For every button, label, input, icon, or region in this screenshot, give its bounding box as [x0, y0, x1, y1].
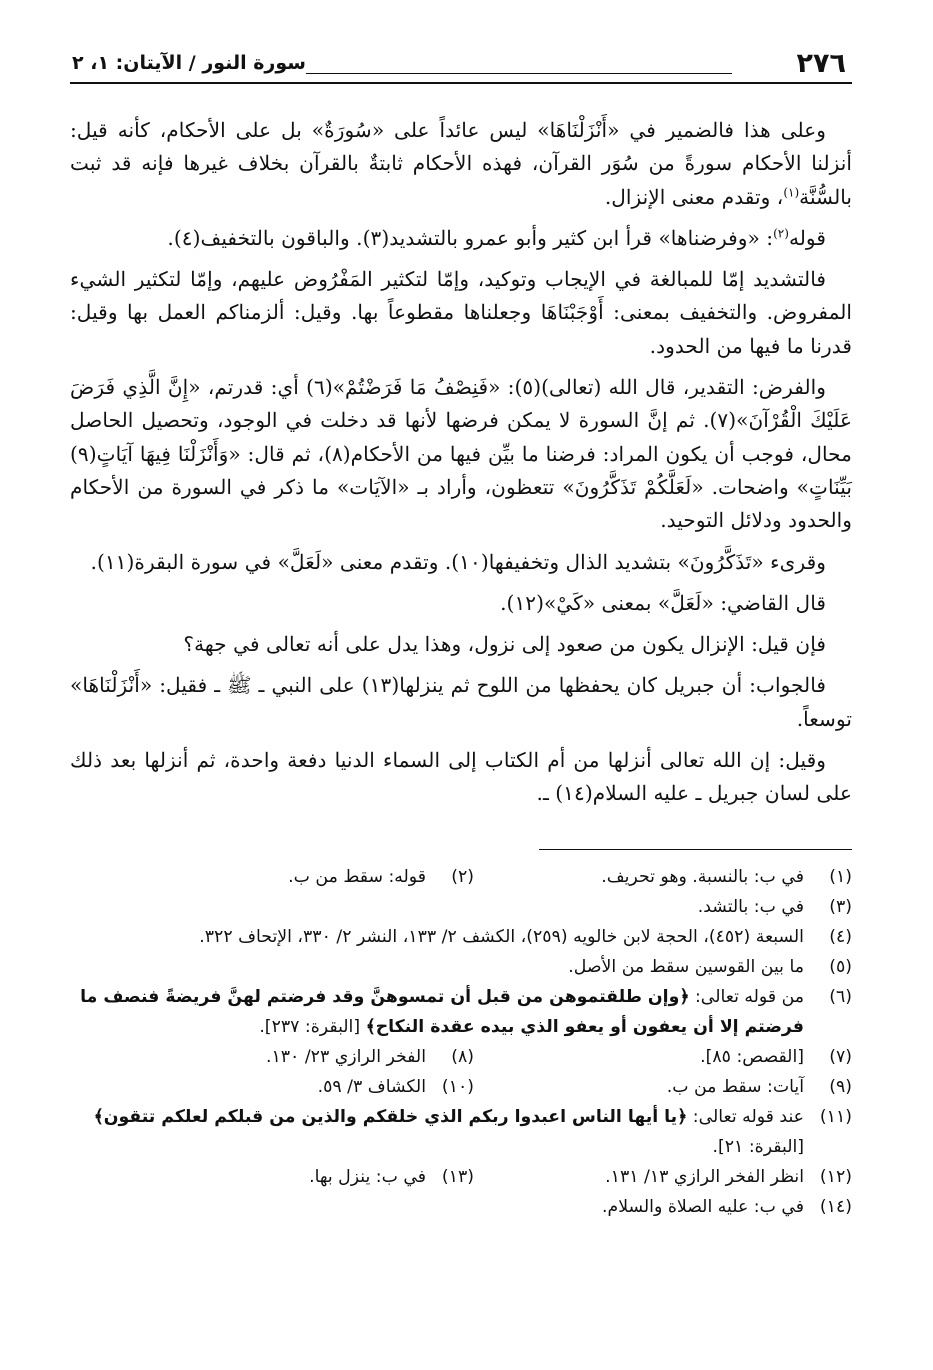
page-header: [70, 38, 852, 84]
paragraph: فالتشديد إمّا للمبالغة في الإيجاب وتوكيد، وإمّا لتكثير المَفْرُوض عليهم، وإمّا لتكثير الشيء المفروض. والتخفيف بمعنى: أَوْجَبْنَاهَا وجعلناها مقطوعاً بها. وقيل: ألزمناكم العمل بها وقيل: قدرنا ما فيها من الحدود.: [70, 267, 852, 358]
footnote: (١٣) في ب: ينزل بها.: [309, 1166, 474, 1187]
page-number: ٢٧٦: [796, 48, 846, 79]
header-rule: [306, 73, 732, 74]
footnote: (١) في ب: بالنسبة. وهو تحريف.: [601, 866, 852, 887]
footnote: (١٤) في ب: عليه الصلاة والسلام.: [602, 1196, 852, 1217]
footnote: (٣) في ب: بالتشد.: [697, 896, 852, 917]
footnote: (١٠) الكشاف ٣/ ٥٩.: [317, 1076, 474, 1097]
paragraph: وقرىء «تَذَكَّرُونَ» بتشديد الذال وتخفيفها(١٠). وتقدم معنى «لَعَلَّ» في سورة البقرة(١١).: [90, 549, 826, 574]
running-title: سورة النور / الآيتان: ١، ٢: [72, 52, 306, 74]
footnote: (٩) آيات: سقط من ب.: [666, 1076, 852, 1097]
paragraph: فإن قيل: الإنزال يكون من صعود إلى نزول، وهذا يدل على أنه تعالى في جهة؟: [183, 632, 826, 657]
main-text: [70, 114, 852, 811]
footnote: (٤) السبعة (٤٥٢)، الحجة لابن خالويه (٢٥٩)، الكشف ٢/ ١٣٣، النشر ٢/ ٣٣٠، الإتحاف ٣٢٢.: [199, 926, 852, 947]
paragraph: وقيل: إن الله تعالى أنزلها من أم الكتاب إلى السماء الدنيا دفعة واحدة، ثم أنزلها بعد ذلك على لسان جبريل ـ عليه السلام(١٤) ـ.: [70, 748, 852, 806]
page: [70, 38, 852, 1222]
paragraph: وعلى هذا فالضمير في «أَنْزَلْنَاهَا» ليس عائداً على «سُورَةٌ» بل على الأحكام، كأنه قيل: أنزلنا الأحكام سورةً من سُوَر القرآن، فهذه الأحكام ثابتةٌ بالقرآن بخلاف غيرها فإنه قد ثبت بالسُّنَّة$^{(١)}$، وتقدم معنى الإنزال.: [70, 118, 852, 209]
paragraph: والفرض: التقدير، قال الله (تعالى)(٥): «فَنِصْفُ مَا فَرَضْتُمْ»(٦) أي: قدرتم، «إِنَّ الَّذِي فَرَضَ عَلَيْكَ الْقُرْآنَ»(٧). ثم إنَّ السورة لا يمكن فرضها لأنها قد دخلت في الوجود، وتحصيل الحاصل محال، فوجب أن يكون المراد: فرضنا ما بيِّن فيها من الأحكام(٨)، ثم قال: «وَأَنْزَلْنَا فِيهَا آيَاتٍ(٩) بَيِّنَاتٍ» واضحات. «لَعَلَّكُمْ تَذَكَّرُونَ» تتعظون، وأراد بـ «الآيَات» ما ذكر في السورة من الأحكام والحدود ودلائل التوحيد.: [70, 375, 852, 533]
footnote: (٨) الفخر الرازي ٢٣/ ١٣٠.: [265, 1046, 474, 1067]
footnotes: [70, 862, 852, 1222]
paragraph: قوله$^{(٢)}$: «وفرضناها» قرأ ابن كثير وأبو عمرو بالتشديد(٣). والباقون بالتخفيف(٤).: [167, 225, 826, 250]
paragraph: فالجواب: أن جبريل كان يحفظها من اللوح ثم ينزلها(١٣) على النبي ـ ﷺ ـ فقيل: «أَنْزَلْنَاهَا» توسعاً.: [70, 673, 852, 731]
footnote: (٧) [القصص: ٨٥].: [700, 1046, 852, 1067]
footnote: (٢) قوله: سقط من ب.: [288, 866, 474, 887]
paragraph: قال القاضي: «لَعَلَّ» بمعنى «كَيْ»(١٢).: [500, 590, 826, 615]
footnote: (١٢) انظر الفخر الرازي ١٣/ ١٣١.: [605, 1166, 852, 1187]
footnote: (١١) عند قوله تعالى: ﴿يا أيها الناس اعبدوا ربكم الذي خلقكم والذين من قبلكم لعلكم تتقون﴾ [البقرة: ٢١].: [93, 1106, 852, 1157]
footnote: (٥) ما بين القوسين سقط من الأصل.: [568, 956, 852, 977]
footnote-separator: [539, 849, 852, 850]
footnote: (٦) من قوله تعالى: ﴿وإن طلقتموهن من قبل أن تمسوهنَّ وقد فرضتم لهنَّ فريضةً فنصف ما فرضتم إلا أن يعفون أو يعفو الذي بيده عقدة النكاح﴾ [البقرة: ٢٣٧].: [80, 986, 852, 1037]
